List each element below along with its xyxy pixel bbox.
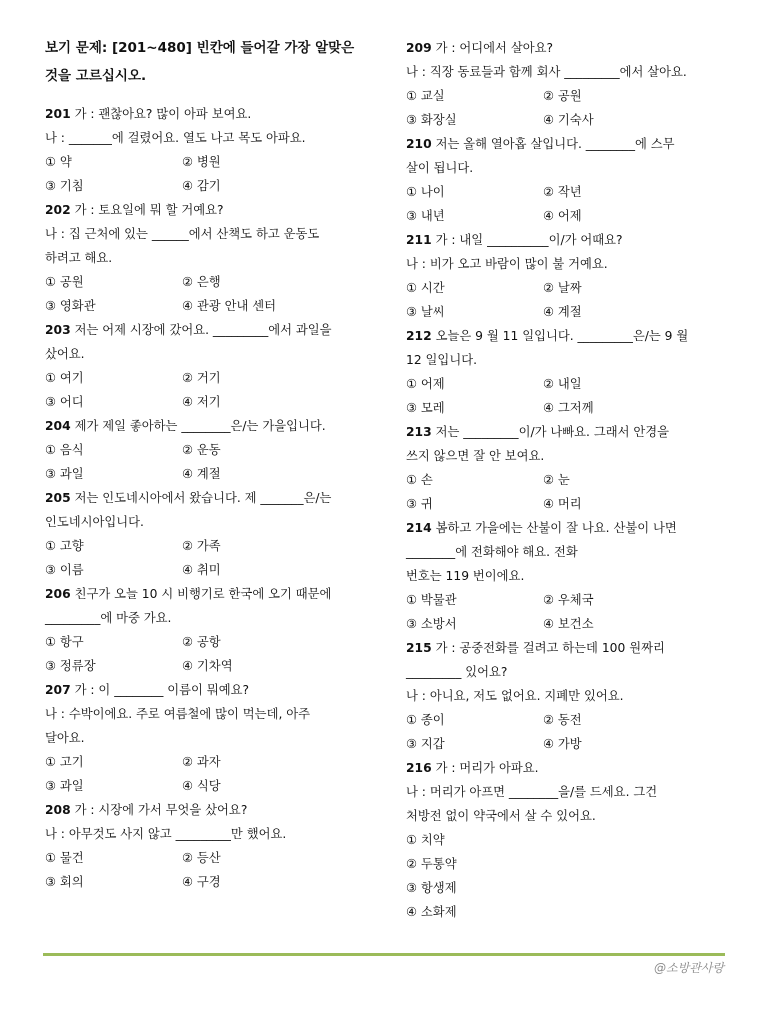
answer-option[interactable]: ② 공원 xyxy=(543,89,582,103)
answer-option[interactable]: ① 항구 xyxy=(45,635,84,649)
question-text: 인도네시아입니다. xyxy=(45,515,144,529)
answer-option[interactable]: ④ 가방 xyxy=(543,737,582,751)
question-number: 215 xyxy=(406,641,432,655)
answer-option[interactable]: ② 등산 xyxy=(182,851,221,865)
question-line xyxy=(406,324,731,348)
answer-option[interactable]: ④ 저기 xyxy=(182,395,221,409)
question-line xyxy=(45,702,370,726)
answer-option[interactable]: ② 우체국 xyxy=(543,593,594,607)
question-item xyxy=(406,132,731,228)
option-row xyxy=(45,150,370,174)
question-text: 저는 _________이/가 나빠요. 그래서 안경을 xyxy=(431,425,670,439)
question-line xyxy=(45,318,370,342)
question-text: 저는 인도네시아에서 왔습니다. 제 _______은/는 xyxy=(70,491,332,505)
answer-option[interactable]: ④ 머리 xyxy=(543,497,582,511)
option-row xyxy=(406,372,731,396)
answer-option[interactable]: ① 종이 xyxy=(406,713,445,727)
option-row xyxy=(406,492,731,516)
answer-option[interactable]: ① 고향 xyxy=(45,539,84,553)
option-row xyxy=(406,180,731,204)
question-item xyxy=(406,516,731,636)
answer-option[interactable]: ③ 과일 xyxy=(45,779,84,793)
answer-option[interactable]: ③ 날씨 xyxy=(406,305,445,319)
question-line xyxy=(406,444,731,468)
option-row xyxy=(406,708,731,732)
question-line xyxy=(406,516,731,540)
question-line xyxy=(45,606,370,630)
option-row xyxy=(45,294,370,318)
answer-option[interactable]: ③ 귀 xyxy=(406,497,433,511)
question-text: 나 : _______에 걸렸어요. 열도 나고 목도 아파요. xyxy=(45,131,306,145)
option-row xyxy=(406,876,731,900)
question-line xyxy=(406,636,731,660)
option-row xyxy=(406,828,731,852)
left-question-list xyxy=(45,102,370,894)
answer-option[interactable]: ① 물건 xyxy=(45,851,84,865)
question-line xyxy=(406,660,731,684)
option-row xyxy=(406,468,731,492)
question-line xyxy=(45,198,370,222)
question-number: 202 xyxy=(45,203,71,217)
question-item xyxy=(45,798,370,894)
answer-option[interactable]: ① 고기 xyxy=(45,755,84,769)
answer-option[interactable]: ① 공원 xyxy=(45,275,84,289)
answer-option[interactable]: ③ 항생제 xyxy=(406,881,457,895)
question-number: 211 xyxy=(406,233,432,247)
title-line-1: 보기 문제: [201~480] 빈칸에 들어갈 가장 알맞은 xyxy=(45,40,355,56)
footer-watermark: @소방관사랑 xyxy=(654,961,724,975)
footer-divider xyxy=(43,953,725,956)
answer-option[interactable]: ③ 내년 xyxy=(406,209,445,223)
answer-option[interactable]: ① 나이 xyxy=(406,185,445,199)
question-text: 나 : 비가 오고 바람이 많이 불 거예요. xyxy=(406,257,608,271)
question-line xyxy=(45,342,370,366)
answer-option[interactable]: ③ 소방서 xyxy=(406,617,457,631)
question-line xyxy=(406,348,731,372)
question-text: 제가 제일 좋아하는 ________은/는 가을입니다. xyxy=(70,419,326,433)
answer-option[interactable]: ④ 기숙사 xyxy=(543,113,594,127)
question-line xyxy=(45,726,370,750)
option-row xyxy=(406,300,731,324)
question-text: 달아요. xyxy=(45,731,85,745)
answer-option[interactable]: ② 은행 xyxy=(182,275,221,289)
question-text: 오늘은 9 월 11 일입니다. _________은/는 9 월 xyxy=(431,329,689,343)
question-line xyxy=(406,540,731,564)
option-row xyxy=(45,630,370,654)
question-line xyxy=(406,156,731,180)
question-text: 가 : 어디에서 살아요? xyxy=(431,41,554,55)
question-item xyxy=(45,414,370,486)
question-line xyxy=(45,582,370,606)
question-text: 나 : 머리가 아프면 ________을/를 드세요. 그건 xyxy=(406,785,658,799)
right-question-list xyxy=(406,36,731,924)
option-row xyxy=(45,462,370,486)
answer-option[interactable]: ④ 그저께 xyxy=(543,401,594,415)
question-number: 207 xyxy=(45,683,71,697)
answer-option[interactable]: ① 여기 xyxy=(45,371,84,385)
answer-option[interactable]: ② 운동 xyxy=(182,443,221,457)
question-text: 가 : 이 ________ 이름이 뭐예요? xyxy=(70,683,250,697)
answer-option[interactable]: ① 박물관 xyxy=(406,593,457,607)
question-text: 샀어요. xyxy=(45,347,85,361)
question-text: 나 : 집 근처에 있는 ______에서 산책도 하고 운동도 xyxy=(45,227,320,241)
answer-option[interactable]: ① 어제 xyxy=(406,377,445,391)
question-line xyxy=(406,420,731,444)
question-text: 저는 올해 열아홉 살입니다. ________에 스무 xyxy=(431,137,675,151)
question-number: 203 xyxy=(45,323,71,337)
option-row xyxy=(45,774,370,798)
question-number: 201 xyxy=(45,107,71,121)
answer-option[interactable]: ② 가족 xyxy=(182,539,221,553)
option-row xyxy=(45,870,370,894)
option-row xyxy=(406,204,731,228)
option-row xyxy=(406,900,731,924)
answer-option[interactable]: ① 치약 xyxy=(406,833,445,847)
question-item xyxy=(45,318,370,414)
option-row xyxy=(406,108,731,132)
question-number: 216 xyxy=(406,761,432,775)
option-row xyxy=(406,732,731,756)
option-row xyxy=(45,846,370,870)
question-item xyxy=(45,678,370,798)
answer-option[interactable]: ③ 모레 xyxy=(406,401,445,415)
option-row xyxy=(406,612,731,636)
answer-option[interactable]: ② 두통약 xyxy=(406,857,457,871)
answer-option[interactable]: ③ 영화관 xyxy=(45,299,96,313)
question-item xyxy=(45,198,370,318)
option-row xyxy=(45,558,370,582)
left-column xyxy=(45,36,370,894)
answer-option[interactable]: ③ 과일 xyxy=(45,467,84,481)
answer-option[interactable]: ① 음식 xyxy=(45,443,84,457)
answer-option[interactable]: ② 내일 xyxy=(543,377,582,391)
answer-option[interactable]: ④ 취미 xyxy=(182,563,221,577)
question-line xyxy=(406,228,731,252)
option-row xyxy=(406,276,731,300)
answer-option[interactable]: ② 거기 xyxy=(182,371,221,385)
option-row xyxy=(45,270,370,294)
option-row xyxy=(406,852,731,876)
answer-option[interactable]: ④ 보건소 xyxy=(543,617,594,631)
question-text: 12 일입니다. xyxy=(406,353,477,367)
question-line xyxy=(45,222,370,246)
question-text: 가 : 괜찮아요? 많이 아파 보여요. xyxy=(70,107,252,121)
question-text: 번호는 119 번이에요. xyxy=(406,569,525,583)
option-row xyxy=(45,750,370,774)
question-text: 친구가 오늘 10 시 비행기로 한국에 오기 때문에 xyxy=(70,587,332,601)
question-text: 나 : 직장 동료들과 함께 회사 _________에서 살아요. xyxy=(406,65,687,79)
question-text: 가 : 머리가 아파요. xyxy=(431,761,539,775)
answer-option[interactable]: ① 손 xyxy=(406,473,433,487)
question-number: 206 xyxy=(45,587,71,601)
question-line xyxy=(406,756,731,780)
option-row xyxy=(45,654,370,678)
question-line xyxy=(45,486,370,510)
question-line xyxy=(45,510,370,534)
question-item xyxy=(406,228,731,324)
question-text: 가 : 토요일에 뭐 할 거예요? xyxy=(70,203,224,217)
question-line xyxy=(45,822,370,846)
question-line xyxy=(406,36,731,60)
title-line-2: 것을 고르십시오. xyxy=(45,68,147,84)
answer-option[interactable]: ② 과자 xyxy=(182,755,221,769)
answer-option[interactable]: ④ 어제 xyxy=(543,209,582,223)
answer-option[interactable]: ② 동전 xyxy=(543,713,582,727)
answer-option[interactable]: ① 시간 xyxy=(406,281,445,295)
question-text: _________에 마중 가요. xyxy=(45,611,172,625)
answer-option[interactable]: ② 병원 xyxy=(182,155,221,169)
question-item xyxy=(406,420,731,516)
question-line xyxy=(45,102,370,126)
option-row xyxy=(45,390,370,414)
question-item xyxy=(45,486,370,582)
option-row xyxy=(45,534,370,558)
question-text: 살이 됩니다. xyxy=(406,161,474,175)
answer-option[interactable]: ④ 관광 안내 센터 xyxy=(182,299,277,313)
answer-option[interactable]: ① 교실 xyxy=(406,89,445,103)
answer-option[interactable]: ② 공항 xyxy=(182,635,221,649)
question-text: 나 : 수박이에요. 주로 여름철에 많이 먹는데, 아주 xyxy=(45,707,311,721)
answer-option[interactable]: ③ 화장실 xyxy=(406,113,457,127)
question-item xyxy=(406,324,731,420)
answer-option[interactable]: ② 작년 xyxy=(543,185,582,199)
question-line xyxy=(45,678,370,702)
question-line xyxy=(406,564,731,588)
question-line xyxy=(406,132,731,156)
answer-option[interactable]: ③ 이름 xyxy=(45,563,84,577)
question-line xyxy=(45,246,370,270)
answer-option[interactable]: ③ 어디 xyxy=(45,395,84,409)
question-line xyxy=(406,780,731,804)
question-item xyxy=(406,636,731,756)
question-item xyxy=(45,582,370,678)
answer-option[interactable]: ④ 계절 xyxy=(543,305,582,319)
answer-option[interactable]: ② 눈 xyxy=(543,473,570,487)
question-text: ________에 전화해야 해요. 전화 xyxy=(406,545,578,559)
answer-option[interactable]: ③ 지갑 xyxy=(406,737,445,751)
question-text: 가 : 내일 __________이/가 어때요? xyxy=(431,233,623,247)
question-number: 213 xyxy=(406,425,432,439)
question-text: 가 : 시장에 가서 무엇을 샀어요? xyxy=(70,803,248,817)
option-row xyxy=(45,174,370,198)
option-row xyxy=(406,396,731,420)
question-number: 210 xyxy=(406,137,432,151)
question-line xyxy=(45,798,370,822)
question-number: 214 xyxy=(406,521,432,535)
question-line xyxy=(45,414,370,438)
question-line xyxy=(45,126,370,150)
question-line xyxy=(406,804,731,828)
option-row xyxy=(45,366,370,390)
answer-option[interactable]: ④ 구경 xyxy=(182,875,221,889)
answer-option[interactable]: ① 약 xyxy=(45,155,72,169)
question-text: _________ 있어요? xyxy=(406,665,508,679)
question-text: 나 : 아니요, 저도 없어요. 지폐만 있어요. xyxy=(406,689,624,703)
answer-option[interactable]: ④ 식당 xyxy=(182,779,221,793)
question-text: 쓰지 않으면 잘 안 보여요. xyxy=(406,449,545,463)
answer-option[interactable]: ④ 감기 xyxy=(182,179,221,193)
question-line xyxy=(406,252,731,276)
question-item xyxy=(406,756,731,924)
question-line xyxy=(406,684,731,708)
answer-option[interactable]: ③ 기침 xyxy=(45,179,84,193)
answer-option[interactable]: ② 날짜 xyxy=(543,281,582,295)
answer-option[interactable]: ④ 기차역 xyxy=(182,659,233,673)
question-text: 가 : 공중전화를 걸려고 하는데 100 원짜리 xyxy=(431,641,665,655)
question-number: 205 xyxy=(45,491,71,505)
question-text: 하려고 해요. xyxy=(45,251,113,265)
question-text: 봄하고 가을에는 산불이 잘 나요. 산불이 나면 xyxy=(431,521,677,535)
option-row xyxy=(406,588,731,612)
question-number: 208 xyxy=(45,803,71,817)
right-column xyxy=(406,36,731,924)
answer-option[interactable]: ③ 정류장 xyxy=(45,659,96,673)
question-item xyxy=(406,36,731,132)
question-item xyxy=(45,102,370,198)
answer-option[interactable]: ④ 계절 xyxy=(182,467,221,481)
question-line xyxy=(406,60,731,84)
question-number: 212 xyxy=(406,329,432,343)
page-title xyxy=(45,34,370,90)
option-row xyxy=(406,84,731,108)
question-text: 처방전 없이 약국에서 살 수 있어요. xyxy=(406,809,596,823)
option-row xyxy=(45,438,370,462)
question-number: 209 xyxy=(406,41,432,55)
question-text: 나 : 아무것도 사지 않고 _________만 했어요. xyxy=(45,827,287,841)
answer-option[interactable]: ④ 소화제 xyxy=(406,905,457,919)
question-number: 204 xyxy=(45,419,71,433)
answer-option[interactable]: ③ 회의 xyxy=(45,875,84,889)
question-text: 저는 어제 시장에 갔어요. _________에서 과일을 xyxy=(70,323,332,337)
